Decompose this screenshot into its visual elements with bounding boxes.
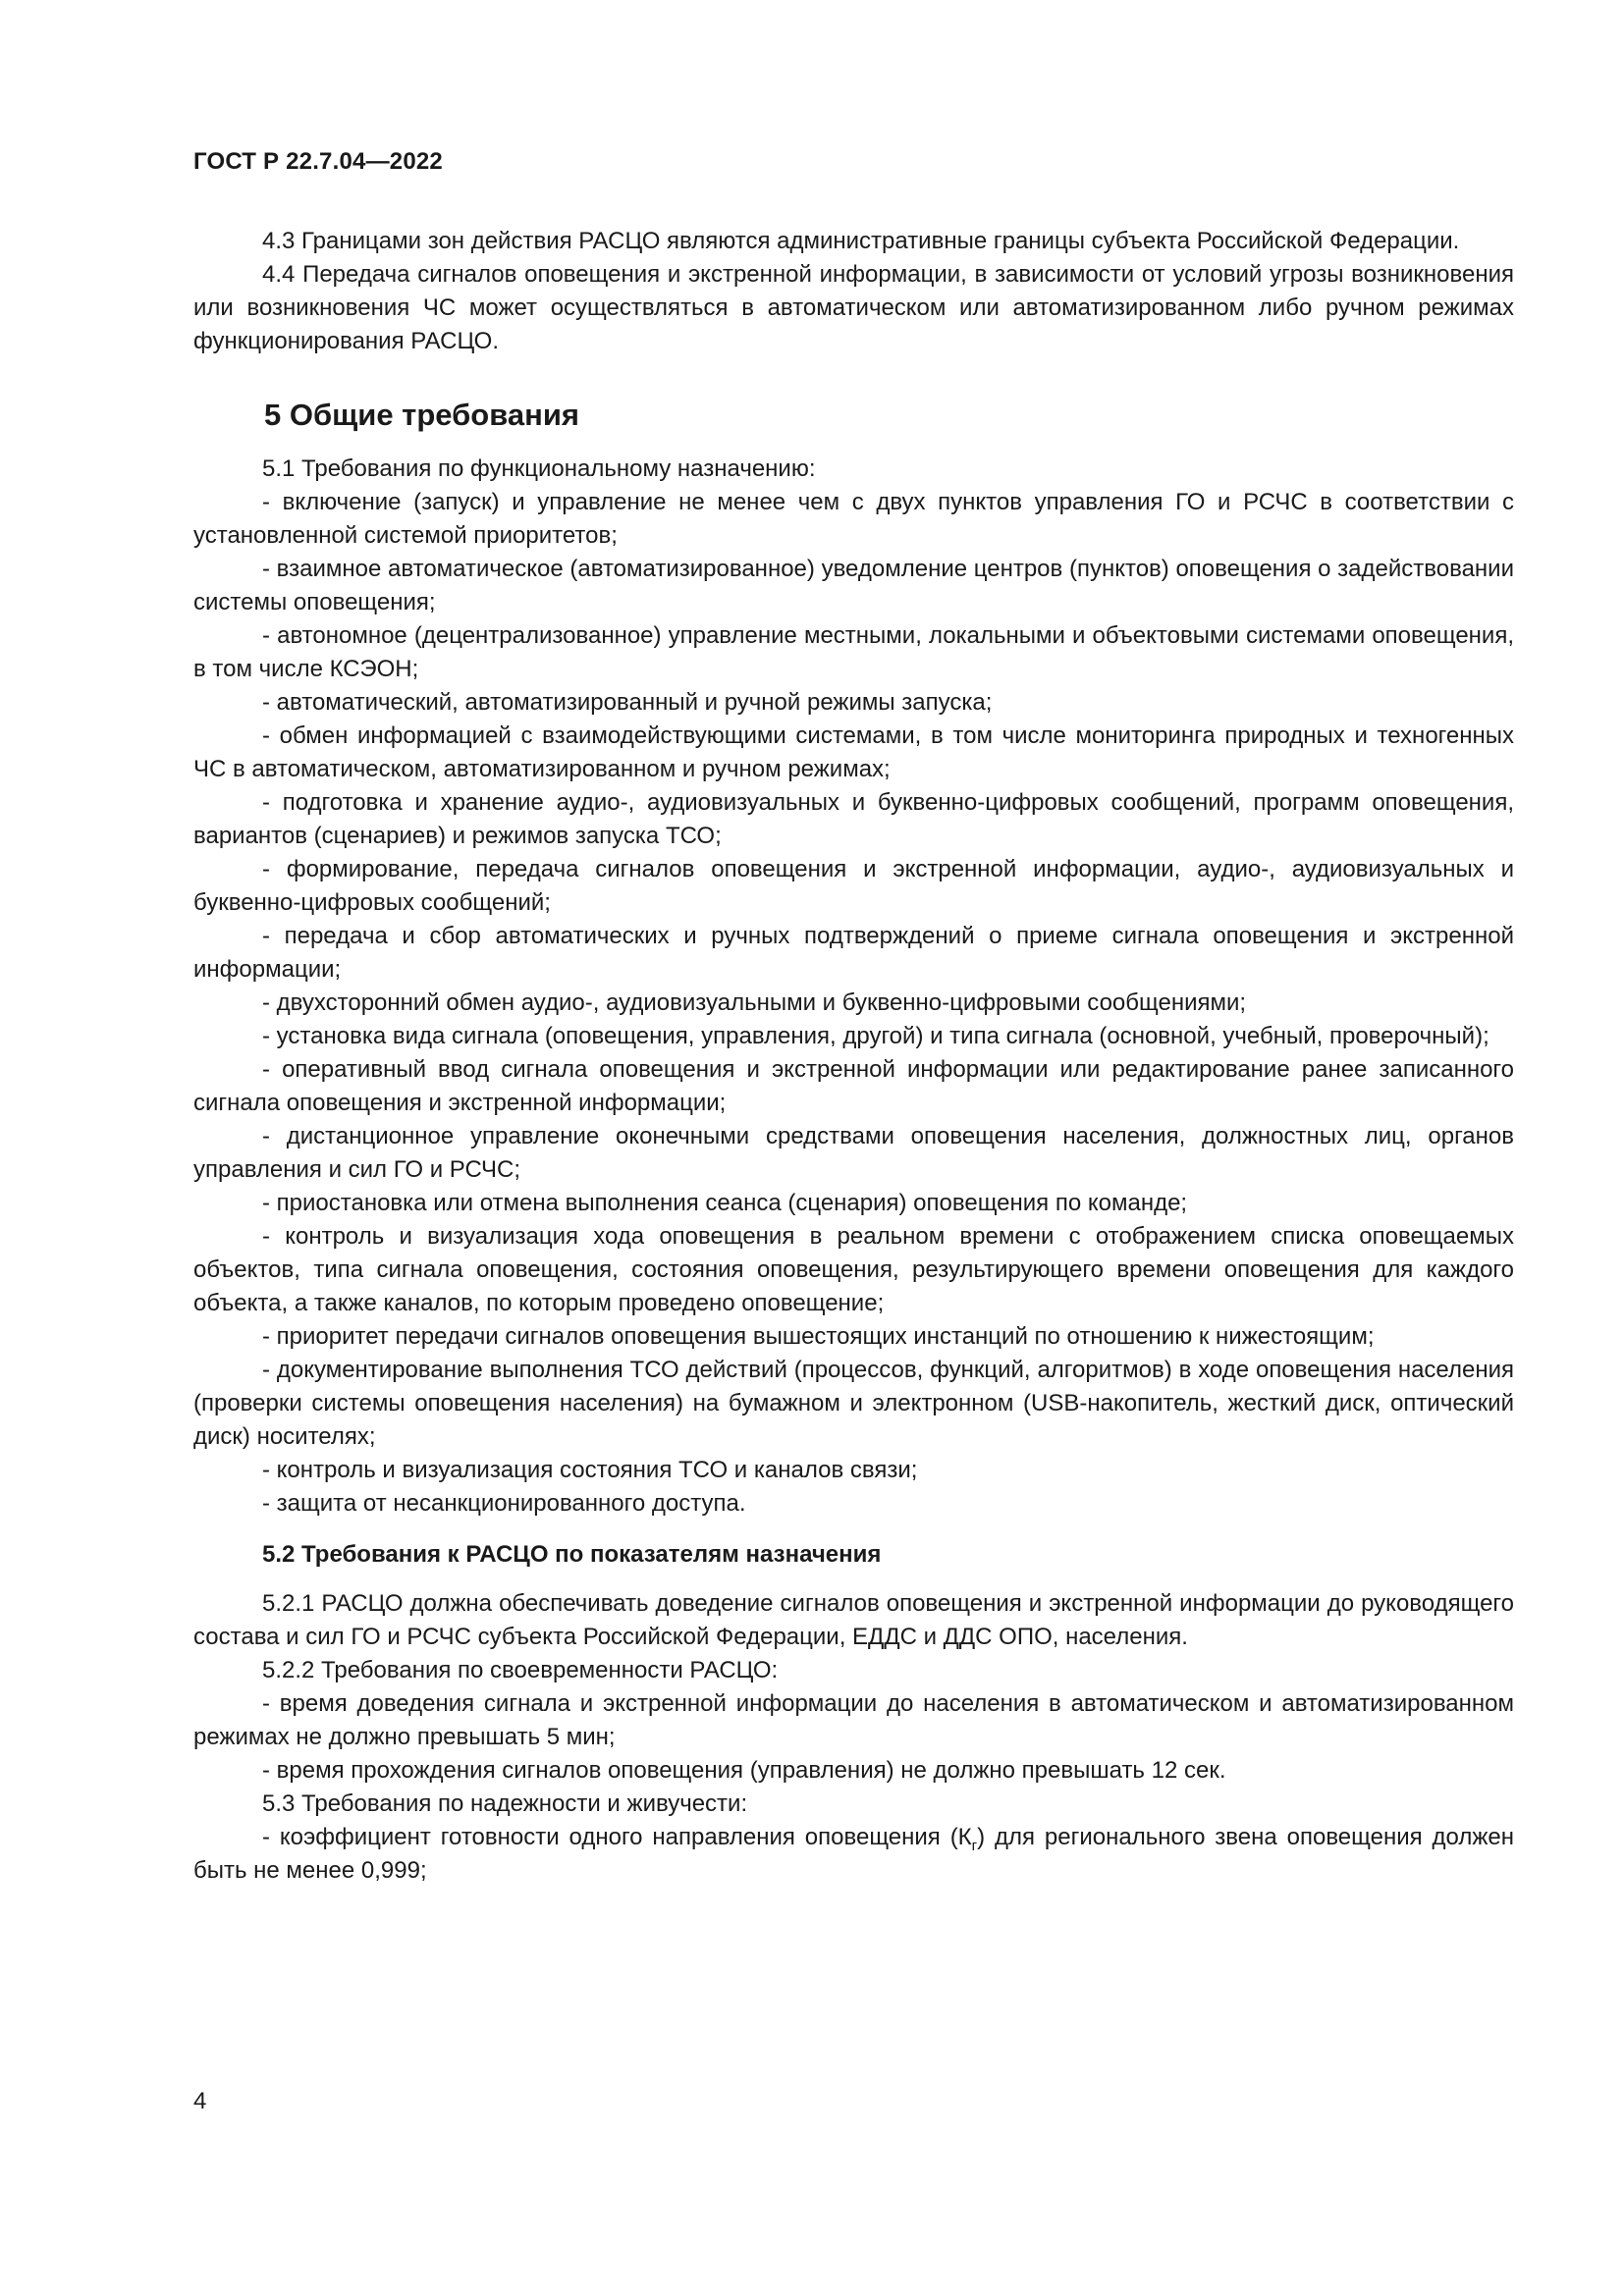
paragraph: - документирование выполнения ТСО действий (процессов, функций, алгоритмов) в ходе оповещения населения (проверки системы оповещения населения) на бумажном и электронном (USB-накопитель, жесткий диск, оптический диск) носителях;	[193, 1357, 1514, 1450]
paragraph: - передача и сбор автоматических и ручных подтверждений о приеме сигнала оповещения и экстренной информации;	[193, 923, 1514, 983]
paragraph: - включение (запуск) и управление не менее чем с двух пунктов управления ГО и РСЧС в соответствии с установленной системой приоритетов;	[193, 489, 1514, 549]
paragraph: - время доведения сигнала и экстренной информации до населения в автоматическом и автоматизированном режимах не должно превышать 5 мин;	[193, 1690, 1514, 1750]
paragraph: - взаимное автоматическое (автоматизированное) уведомление центров (пунктов) оповещения о задействовании системы оповещения;	[193, 556, 1514, 615]
paragraph: - приостановка или отмена выполнения сеанса (сценария) оповещения по команде;	[262, 1190, 1188, 1216]
paragraph: - оперативный ввод сигнала оповещения и экстренной информации или редактирование ранее записанного сигнала оповещения и экстренной информации;	[193, 1056, 1514, 1116]
paragraph: - подготовка и хранение аудио-, аудиовизуальных и буквенно-цифровых сообщений, программ оповещения, вариантов (сценариев) и режимов запуска ТСО;	[193, 789, 1514, 849]
section-heading: 5 Общие требования	[264, 398, 579, 432]
readiness-text-before: - коэффициент готовности одного направления оповещения (К	[262, 1824, 972, 1850]
paragraph: - автоматический, автоматизированный и ручной режимы запуска;	[262, 689, 993, 716]
document-page	[193, 147, 1514, 1888]
paragraph: 4.4 Передача сигналов оповещения и экстренной информации, в зависимости от условий угрозы возникновения или возникновения ЧС может осуществляться в автоматическом или автоматизированном либо ручном режимах функционирования РАСЦО.	[193, 261, 1514, 354]
paragraph: - дистанционное управление оконечными средствами оповещения населения, должностных лиц, органов управления и сил ГО и РСЧС;	[193, 1123, 1514, 1183]
paragraph: 4.3 Границами зон действия РАСЦО являются административные границы субъекта Российской Федерации.	[262, 228, 1460, 254]
paragraph: 5.2.2 Требования по своевременности РАСЦО:	[262, 1657, 779, 1683]
paragraph: - двухсторонний обмен аудио-, аудиовизуальными и буквенно-цифровыми сообщениями;	[262, 989, 1247, 1016]
paragraph: 5.2.1 РАСЦО должна обеспечивать доведение сигналов оповещения и экстренной информации до руководящего состава и сил ГО и РСЧС субъекта Российской Федерации, ЕДДС и ДДС ОПО, населения.	[193, 1590, 1514, 1650]
paragraph: - защита от несанкционированного доступа.	[262, 1490, 746, 1517]
paragraph: 5.1 Требования по функциональному назначению:	[262, 455, 816, 482]
paragraph: - приоритет передачи сигналов оповещения вышестоящих инстанций по отношению к нижестоящим;	[262, 1323, 1375, 1350]
document-header: ГОСТ Р 22.7.04—2022	[193, 148, 443, 175]
paragraph: - время прохождения сигналов оповещения (управления) не должно превышать 12 сек.	[262, 1757, 1226, 1784]
paragraph: - контроль и визуализация состояния ТСО и каналов связи;	[262, 1457, 918, 1483]
readiness-subscript: г	[971, 1837, 978, 1854]
paragraph: - контроль и визуализация хода оповещения в реальном времени с отображением списка оповещаемых объектов, типа сигнала оповещения, состояния оповещения, результирующего времени оповещения для каждого объекта, а также каналов, по которым проведено оповещение;	[193, 1223, 1514, 1316]
paragraph: - обмен информацией с взаимодействующими системами, в том числе мониторинга природных и техногенных ЧС в автоматическом, автоматизированном и ручном режимах;	[193, 722, 1514, 782]
paragraph: - формирование, передача сигналов оповещения и экстренной информации, аудио-, аудиовизуальных и буквенно-цифровых сообщений;	[193, 856, 1514, 916]
paragraph: 5.3 Требования по надежности и живучести:	[262, 1790, 748, 1817]
document-body	[193, 225, 1514, 1821]
readiness-text-after: ) для регионального звена оповещения должен быть не менее 0,999;	[193, 1824, 1514, 1884]
page-number: 4	[193, 2088, 207, 2114]
subsection-heading: 5.2 Требования к РАСЦО по показателям назначения	[262, 1541, 882, 1568]
paragraph: - установка вида сигнала (оповещения, управления, другой) и типа сигнала (основной, учебный, проверочный);	[262, 1023, 1489, 1049]
paragraph-readiness-coefficient	[193, 1821, 1514, 1888]
paragraph: - автономное (децентрализованное) управление местными, локальными и объектовыми системами оповещения, в том числе КСЭОН;	[193, 622, 1514, 682]
